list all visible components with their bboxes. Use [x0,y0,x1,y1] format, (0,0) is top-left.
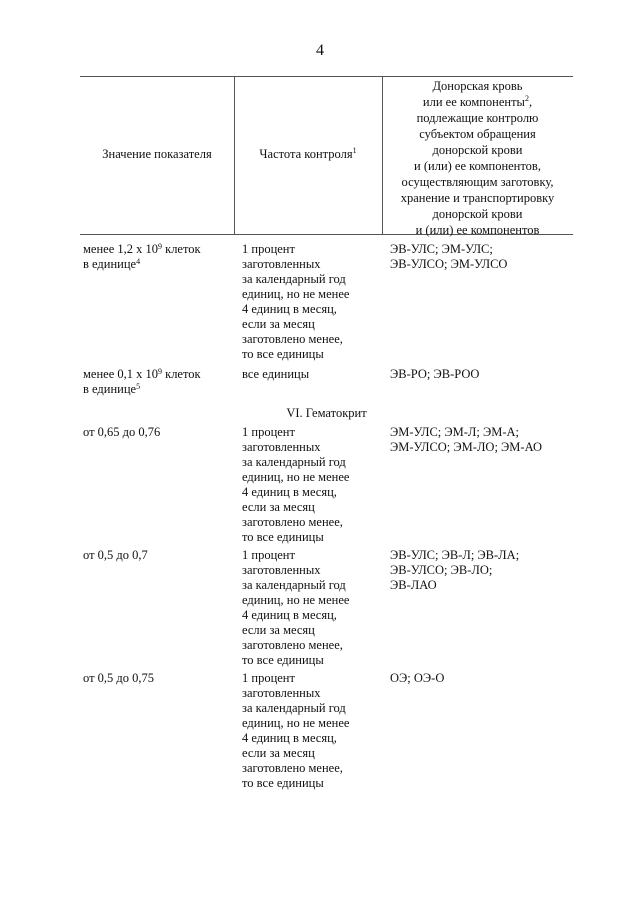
header-components-line: и (или) ее компонентов [415,223,540,237]
footnote-ref: 2 [524,94,529,103]
cell-components: ЭВ-УЛС; ЭМ-УЛС; ЭВ-УЛСО; ЭМ-УЛСО [390,242,508,271]
section-title: VI. Гематокрит [286,406,367,420]
header-frequency [234,146,382,162]
footnote-ref: 5 [136,382,141,391]
table-top-rule [80,76,573,77]
header-components-line: подлежащие контролю [416,111,539,125]
cell-components: ЭМ-УЛС; ЭМ-Л; ЭМ-А; ЭМ-УЛСО; ЭМ-ЛО; ЭМ-АО [390,425,543,454]
footnote-ref: 4 [136,257,141,266]
header-value [80,146,234,162]
header-components-line: и (или) ее компонентов, [414,159,541,173]
cell-frequency: 1 процент заготовленных за календарный год единиц, но не менее 4 единиц в месяц, если за месяц заготовлено менее, то все единицы [242,548,350,667]
header-components-line: Донорская кровь [432,79,523,93]
cell-components: ЭВ-РО; ЭВ-РОО [390,367,480,381]
cell-value: менее 1,2 x $10^9$ клеток в единице$^4$ [83,242,201,271]
cell-value: от 0,5 до 0,75 [83,671,155,685]
header-components-line: донорской крови [432,207,523,221]
cell-frequency: 1 процент заготовленных за календарный год единиц, но не менее 4 единиц в месяц, если за месяц заготовлено менее, то все единицы [242,425,350,544]
cell-frequency: 1 процент заготовленных за календарный год единиц, но не менее 4 единиц в месяц, если за месяц заготовлено менее, то все единицы [242,242,350,361]
header-components-line: хранение и транспортировку [400,191,555,205]
page-number: 4 [316,42,324,59]
cell-components: ОЭ; ОЭ-О [390,671,445,685]
cell-frequency: все единицы [242,367,310,381]
footnote-ref: 1 [352,146,357,155]
cell-value: менее 0,1 x $10^9$ клеток в единице$^5$ [83,367,201,396]
header-components [382,78,573,238]
header-components-line: донорской крови [432,143,523,157]
header-frequency-label: Частота контроля [259,147,353,161]
cell-value: от 0,65 до 0,76 [83,425,161,439]
header-components-line: осуществляющим заготовку, [401,175,554,189]
cell-frequency: 1 процент заготовленных за календарный год единиц, но не менее 4 единиц в месяц, если за месяц заготовлено менее, то все единицы [242,671,350,790]
header-components-line: или ее компоненты$^2$, [422,94,533,109]
cell-components: ЭВ-УЛС; ЭВ-Л; ЭВ-ЛА; ЭВ-УЛСО; ЭВ-ЛО; ЭВ-ЛАО [390,548,520,592]
header-components-line: субъектом обращения [419,127,536,141]
header-value-label: Значение показателя [102,147,212,161]
cell-value: от 0,5 до 0,7 [83,548,148,562]
